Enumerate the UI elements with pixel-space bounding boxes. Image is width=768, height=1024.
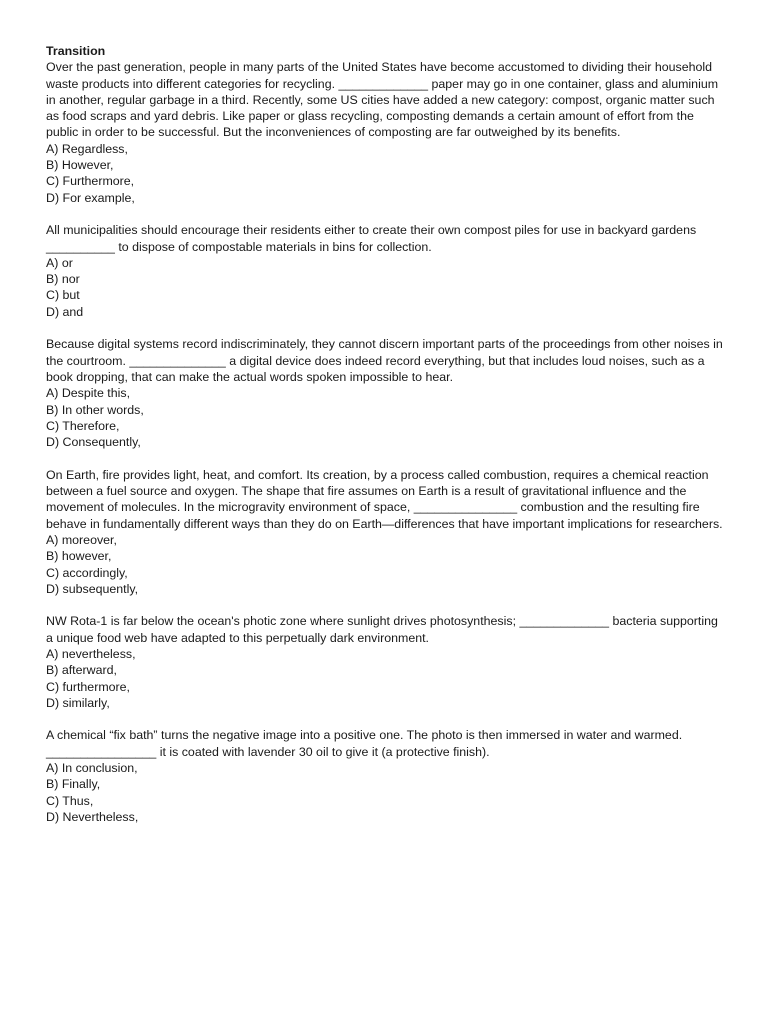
- answer-option-d: D) For example,: [46, 190, 135, 205]
- answer-option-d: D) Consequently,: [46, 435, 141, 450]
- answer-option-c: C) furthermore,: [46, 679, 130, 694]
- answer-option-a: A) or: [46, 255, 73, 270]
- answer-option-d: D) Nevertheless,: [46, 809, 139, 824]
- question-passage: Over the past generation, people in many parts of the United States have become accustomed to dividing their household waste products into different categories for recycling. _____________ paper may go in one container, glass and aluminium in another, regular garbage in a third. Recently, some US cities have added a new category: compost, organic matter such as food scraps and yard debris. Like paper or glass recycling, composting demands a certain amount of effort from the public in order to be successful. But the inconveniences of composting are far outweighed by its benefits.: [46, 60, 719, 140]
- question-6: [46, 727, 728, 825]
- answer-option-c: C) Thus,: [46, 793, 94, 808]
- answer-option-c: C) Therefore,: [46, 418, 120, 433]
- question-1: [46, 59, 728, 206]
- document-page: [46, 43, 728, 842]
- question-3: [46, 336, 728, 450]
- answer-option-b: B) nor: [46, 272, 80, 287]
- question-5: [46, 613, 728, 711]
- question-4: [46, 467, 728, 597]
- answer-option-b: B) however,: [46, 549, 112, 564]
- question-passage: All municipalities should encourage their residents either to create their own compost piles for use in backyard gardens __________ to dispose of compostable materials in bins for collection.: [46, 223, 697, 254]
- answer-option-c: C) accordingly,: [46, 565, 128, 580]
- answer-option-b: B) However,: [46, 158, 114, 173]
- answer-option-b: B) afterward,: [46, 663, 117, 678]
- question-2: [46, 222, 728, 320]
- question-passage: Because digital systems record indiscriminately, they cannot discern important parts of the proceedings from other noises in the courtroom. ______________ a digital device does indeed record everything, but that includes loud noises, such as a book dropping, that can make the actual words spoken impossible to hear.: [46, 337, 723, 384]
- question-passage: NW Rota-1 is far below the ocean's photic zone where sunlight drives photosynthesis; _____________ bacteria supporting a unique food web have adapted to this perpetually dark environment.: [46, 614, 718, 645]
- answer-option-d: D) similarly,: [46, 695, 110, 710]
- answer-option-d: D) and: [46, 304, 84, 319]
- question-passage: A chemical “fix bath” turns the negative image into a positive one. The photo is then immersed in water and warmed. ________________ it is coated with lavender 30 oil to give it (a protective finish).: [46, 728, 683, 759]
- answer-option-a: A) nevertheless,: [46, 646, 136, 661]
- answer-option-a: A) In conclusion,: [46, 761, 138, 776]
- answer-option-d: D) subsequently,: [46, 581, 139, 596]
- answer-option-c: C) Furthermore,: [46, 174, 135, 189]
- answer-option-c: C) but: [46, 288, 80, 303]
- answer-option-a: A) Despite this,: [46, 386, 131, 401]
- answer-option-b: B) Finally,: [46, 777, 101, 792]
- question-passage: On Earth, fire provides light, heat, and comfort. Its creation, by a process called combustion, requires a chemical reaction between a fuel source and oxygen. The shape that fire assumes on Earth is a result of gravitational influence and the movement of molecules. In the microgravity environment of space, _______________ combustion and the resulting fire behave in fundamentally different ways than they do on Earth—differences that have important implications for researchers.: [46, 467, 723, 531]
- answer-option-b: B) In other words,: [46, 402, 144, 417]
- document-title: Transition: [46, 44, 106, 58]
- answer-option-a: A) moreover,: [46, 532, 117, 547]
- answer-option-a: A) Regardless,: [46, 141, 128, 156]
